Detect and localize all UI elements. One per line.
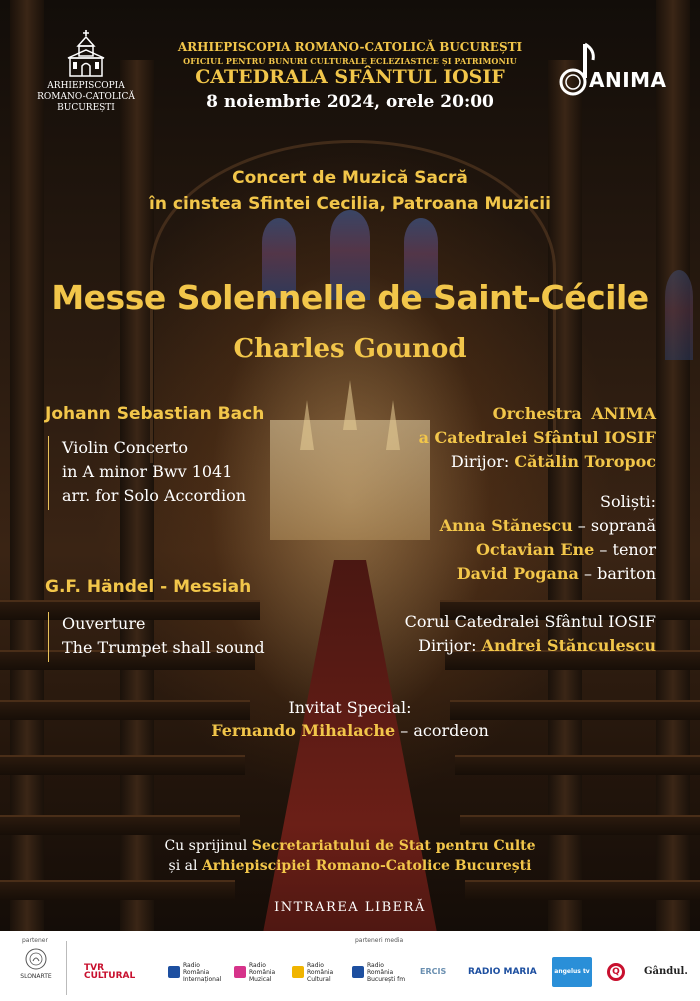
choir-conductor-label: Dirijor: xyxy=(418,636,477,655)
sponsor-logo-text: Gândul. xyxy=(644,966,688,977)
guest-line xyxy=(0,721,700,740)
soloist-name: David Pogana xyxy=(456,564,579,583)
handel-divider xyxy=(48,612,49,662)
orchestra-line-2: a Catedralei Sfântul IOSIF xyxy=(418,428,656,447)
anima-logo xyxy=(555,42,675,102)
free-entry: INTRAREA LIBERĂ xyxy=(274,900,426,915)
orchestra-line xyxy=(493,404,656,423)
org-left-line-2: ROMANO-CATOLICĂ xyxy=(37,92,135,102)
partner-label: partener xyxy=(22,937,48,944)
handel-line-2: The Trumpet shall sound xyxy=(62,638,265,657)
soloist-row xyxy=(457,564,656,583)
radio-icon xyxy=(234,966,246,978)
bach-heading: Johann Sebastian Bach xyxy=(45,404,265,424)
radio-romania-muzical-logo xyxy=(234,957,286,987)
anima-logo-text: ANIMA xyxy=(589,68,667,92)
bach-divider xyxy=(48,436,49,510)
orchestra-conductor xyxy=(451,452,656,471)
angelus-tv-logo xyxy=(552,957,592,987)
sponsor-bar xyxy=(0,931,700,1001)
radio-icon xyxy=(168,966,180,978)
bach-line-2: in A minor Bwv 1041 xyxy=(62,462,233,481)
header-office: OFICIUL PENTRU BUNURI CULTURALE ECLEZIASTICE ȘI PATRIMONIU xyxy=(183,56,517,66)
support-prefix-2: și al xyxy=(168,858,198,874)
ercis-logo xyxy=(420,957,454,987)
header-archdiocese: ARHIEPISCOPIA ROMANO-CATOLICĂ BUCUREȘTI xyxy=(177,40,523,54)
header-venue: CATEDRALA SFÂNTUL IOSIF xyxy=(195,66,505,88)
soloist-role: – soprană xyxy=(577,516,656,535)
soloist-name: Anna Stănescu xyxy=(439,516,573,535)
concert-title: Messe Solennelle de Saint-Cécile xyxy=(51,278,649,317)
soloist-role: – tenor xyxy=(599,540,656,559)
choir-conductor xyxy=(418,636,656,655)
handel-heading: G.F. Händel - Messiah xyxy=(45,577,252,597)
radio-romania-international-logo xyxy=(168,957,224,987)
sponsor-logo-text: Q xyxy=(607,963,625,981)
sponsor-logo-text: Radio România Internațional xyxy=(183,961,222,983)
gandul-logo xyxy=(644,957,694,987)
radio-maria-logo xyxy=(468,957,540,987)
orchestra-label: Orchestra xyxy=(492,404,582,423)
guest-name: Fernando Mihalache xyxy=(211,721,396,740)
tvr-cultural-logo xyxy=(84,957,154,987)
sponsor-divider xyxy=(66,941,67,995)
radio-romania-bucuresti-logo xyxy=(352,957,412,987)
concert-subtitle-1: Concert de Muzică Sacră xyxy=(232,168,468,188)
q-logo xyxy=(604,957,628,987)
radio-icon xyxy=(352,966,364,978)
choir-conductor-name: Andrei Stănculescu xyxy=(481,636,656,655)
concert-subtitle-2: în cinstea Sfintei Cecilia, Patroana Muzicii xyxy=(149,194,551,214)
altar xyxy=(270,420,430,540)
guest-role: – acordeon xyxy=(400,721,489,740)
conductor-name: Cătălin Toropoc xyxy=(514,452,656,471)
guest-label: Invitat Special: xyxy=(288,698,412,717)
conductor-label: Dirijor: xyxy=(450,452,510,471)
slonarte-logo xyxy=(14,947,58,997)
soloist-name: Octavian Ene xyxy=(475,540,595,559)
support-org-2: Arhiepiscipiei Romano-Catolice București xyxy=(201,858,532,874)
support-prefix-1: Cu sprijinul xyxy=(164,838,248,854)
soloists-label: Soliști: xyxy=(600,492,656,511)
bach-line-1: Violin Concerto xyxy=(62,438,188,457)
cathedral-icon xyxy=(64,28,108,78)
media-partners-label: parteneri media xyxy=(355,937,404,944)
support-line-1 xyxy=(0,838,700,854)
sponsor-logo-text: ERCIS xyxy=(420,967,447,976)
sponsor-logo-text: TVR CULTURAL xyxy=(84,963,136,981)
radio-icon xyxy=(292,966,304,978)
sponsor-logo-text: Radio România Muzical xyxy=(249,961,276,983)
archdiocese-logo xyxy=(30,28,142,114)
org-left-line-1: ARHIEPISCOPIA xyxy=(47,81,125,91)
sponsor-logo-text: Radio România Cultural xyxy=(307,961,334,983)
header-date: 8 noiembrie 2024, orele 20:00 xyxy=(206,92,494,112)
support-org-1: Secretariatului de Stat pentru Culte xyxy=(251,838,536,854)
choir-name: Corul Catedralei Sfântul IOSIF xyxy=(404,612,656,631)
soloist-row xyxy=(476,540,656,559)
soloist-role: – bariton xyxy=(584,564,656,583)
sponsor-logo-text: angelus tv xyxy=(554,968,590,975)
orchestra-name: ANIMA xyxy=(591,404,656,423)
slonarte-text: SLONARTE xyxy=(20,973,52,980)
handel-line-1: Ouverture xyxy=(62,614,146,633)
slonarte-emblem-icon xyxy=(24,947,48,971)
org-left-line-3: BUCUREȘTI xyxy=(57,103,115,113)
composer-name: Charles Gounod xyxy=(233,334,467,364)
soloist-row xyxy=(440,516,656,535)
sponsor-logo-text: Radio România București fm xyxy=(367,961,406,983)
bach-line-3: arr. for Solo Accordion xyxy=(62,486,247,505)
sponsor-logo-text: RADIO MARIA xyxy=(468,967,537,977)
radio-romania-cultural-logo xyxy=(292,957,346,987)
support-line-2 xyxy=(0,858,700,874)
